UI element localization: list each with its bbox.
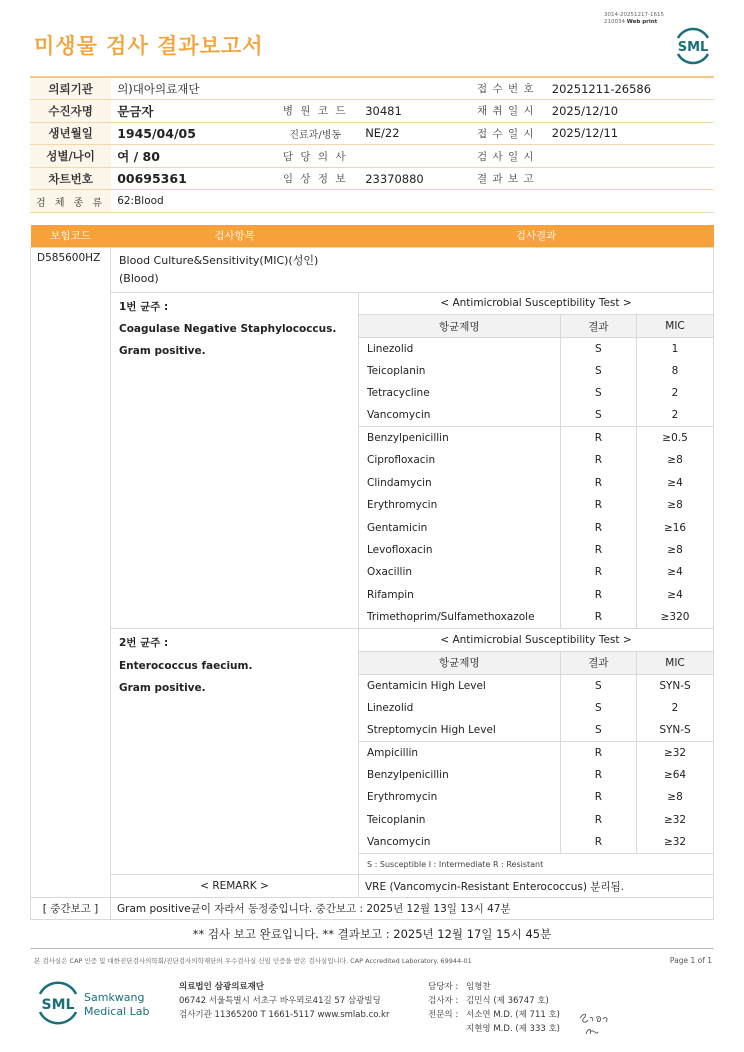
organism-1-info	[111, 292, 359, 629]
result: R	[560, 831, 636, 853]
col-result-header: 검사결과	[359, 225, 714, 247]
lab-name: 의료법인 삼광의료재단	[179, 982, 265, 992]
report-title: 미생물 검사 결과보고서	[34, 34, 264, 58]
antibiotic: Vancomycin	[367, 409, 431, 422]
patient-info-table	[30, 76, 714, 213]
ast-row	[359, 382, 713, 404]
ast-row	[359, 561, 713, 583]
ast-row	[359, 516, 713, 538]
ast-2-hdr-antibiotic: 항균제명	[359, 652, 560, 674]
specimen-value: 62:Blood	[111, 190, 714, 213]
print-id-line1: 3014-20251217-1615	[604, 12, 664, 18]
result: R	[560, 494, 636, 516]
mic: ≥4	[637, 561, 713, 583]
antibiotic: Gentamicin High Level	[367, 679, 486, 692]
mic: ≥8	[637, 539, 713, 561]
samkwang-logo-mark: SML	[41, 997, 75, 1013]
result: S	[560, 404, 636, 426]
ast-2-title: < Antimicrobial Susceptibility Test >	[359, 629, 713, 651]
requester-label: 의뢰기관	[30, 77, 111, 100]
result: S	[560, 674, 636, 696]
mic: ≥0.5	[637, 427, 713, 449]
mic: 1	[637, 337, 713, 359]
antibiotic: Tetracycline	[367, 387, 430, 400]
antibiotic: Rifampin	[367, 588, 414, 601]
organism-1-name: Coagulase Negative Staphylococcus.	[119, 322, 337, 335]
patient-label: 수진자명	[30, 100, 111, 123]
mic: ≥8	[637, 494, 713, 516]
ast-1-hdr-antibiotic: 항균제명	[359, 315, 560, 337]
antibiotic: Streptomycin High Level	[367, 723, 496, 736]
reg-no-value: 20251211-26586	[546, 77, 714, 100]
collect-date-label: 채 취 일 시	[466, 100, 546, 123]
mic: ≥32	[637, 808, 713, 830]
result: R	[560, 449, 636, 471]
result: R	[560, 539, 636, 561]
antibiotic: Linezolid	[367, 701, 414, 714]
antibiotic: Benzylpenicillin	[359, 427, 560, 449]
antibiotic: Clindamycin	[367, 476, 432, 489]
receive-date-value: 2025/12/11	[546, 122, 714, 145]
patient-value: 문금자	[111, 100, 271, 123]
result: R	[560, 808, 636, 830]
manager-role: 담당자 :	[428, 982, 459, 992]
ast-row	[359, 427, 713, 449]
tester-name: 김민식 (제 36747 호)	[466, 996, 549, 1006]
ast-row	[359, 764, 713, 786]
antibiotic: Linezolid	[367, 342, 414, 355]
samkwang-logo-name1: Samkwang	[84, 991, 145, 1004]
specialist-1: 서소연 M.D. (제 711 호)	[466, 1010, 561, 1020]
staff-info	[428, 980, 560, 1036]
antibiotic: Trimethoprim/Sulfamethoxazole	[367, 611, 535, 624]
ast-row	[359, 741, 713, 763]
chart-label: 차트번호	[30, 167, 111, 190]
dept-label: 진료과/병동	[271, 122, 359, 145]
antibiotic: Ciprofloxacin	[367, 454, 436, 467]
clinical-value: 23370880	[359, 167, 466, 190]
test-name	[111, 247, 714, 292]
result: S	[560, 719, 636, 741]
lab-address: 06742 서울특별시 서초구 바우뫼로41길 57 삼광빌딩	[179, 996, 381, 1006]
result: R	[560, 516, 636, 538]
result: R	[560, 561, 636, 583]
print-type: Web print	[626, 19, 658, 25]
antibiotic: Erythromycin	[367, 791, 438, 804]
mic: ≥8	[637, 449, 713, 471]
antibiotic: Teicoplanin	[367, 813, 426, 826]
specialist-2: 지현영 M.D. (제 333 호)	[466, 1024, 561, 1034]
organism-2-ast	[359, 629, 714, 875]
result: R	[560, 786, 636, 808]
report-value	[546, 167, 714, 190]
print-id	[604, 12, 664, 26]
requester-value: 의)대아의료재단	[111, 77, 466, 100]
test-name-line2: (Blood)	[119, 271, 159, 285]
mic: SYN-S	[637, 674, 713, 696]
receive-date-label: 접 수 일 시	[466, 122, 546, 145]
page-number: Page 1 of 1	[669, 956, 712, 965]
ast-1-hdr-mic: MIC	[637, 315, 713, 337]
mic: ≥64	[637, 764, 713, 786]
mic: ≥16	[637, 516, 713, 538]
ast-table-1	[359, 293, 713, 629]
clinical-label: 임 상 정 보	[271, 167, 359, 190]
reg-no-label: 접 수 번 호	[466, 77, 546, 100]
ast-row	[359, 808, 713, 830]
mic: ≥320	[637, 606, 713, 628]
result: S	[560, 382, 636, 404]
footer-divider	[30, 948, 714, 949]
result: S	[560, 360, 636, 382]
antibiotic: Vancomycin	[367, 835, 431, 848]
result: R	[560, 606, 636, 628]
ast-1-hdr-result: 결과	[560, 315, 636, 337]
result: R	[560, 741, 636, 763]
ast-row	[359, 831, 713, 853]
samkwang-logo	[36, 980, 166, 1026]
antibiotic: Benzylpenicillin	[367, 768, 449, 781]
results-table	[30, 225, 714, 920]
doctor-value	[359, 145, 466, 168]
manager-name: 임형찬	[466, 982, 491, 992]
birth-label: 생년월일	[30, 122, 111, 145]
organism-2-info	[111, 629, 359, 875]
mic: ≥32	[637, 831, 713, 853]
organism-2-name: Enterococcus faecium.	[119, 659, 253, 672]
mic: 2	[637, 382, 713, 404]
antibiotic: Gentamicin	[367, 521, 428, 534]
result: R	[560, 764, 636, 786]
mic: 8	[637, 360, 713, 382]
mic: SYN-S	[637, 719, 713, 741]
ast-row	[359, 404, 713, 426]
ast-row	[359, 494, 713, 516]
ast-2-hdr-result: 결과	[560, 652, 636, 674]
mic: ≥32	[637, 741, 713, 763]
result: R	[560, 472, 636, 494]
sml-logo	[672, 24, 714, 66]
tester-role: 검사자 :	[428, 996, 459, 1006]
specimen-label: 검 체 종 류	[30, 190, 111, 213]
organism-1-ast	[359, 292, 714, 629]
ast-1-title: < Antimicrobial Susceptibility Test >	[359, 293, 713, 315]
ast-row	[359, 697, 713, 719]
antibiotic: Teicoplanin	[367, 364, 426, 377]
samkwang-logo-name2: Medical Lab	[84, 1005, 150, 1018]
result: R	[560, 427, 636, 449]
sml-logo-text: SML	[677, 40, 709, 55]
report-label: 결 과 보 고	[466, 167, 546, 190]
organism-2-label: 2번 균주 :	[119, 637, 169, 650]
hosp-code-label: 병 원 코 드	[271, 100, 359, 123]
remark-label: < REMARK >	[111, 875, 359, 898]
mic: 2	[637, 697, 713, 719]
print-id-line2: 210034	[604, 19, 625, 25]
ast-row	[359, 360, 713, 382]
collect-date-value: 2025/12/10	[546, 100, 714, 123]
test-date-value	[546, 145, 714, 168]
antibiotic: Ampicillin	[359, 741, 560, 763]
ast-2-hdr-mic: MIC	[637, 652, 713, 674]
organism-1-label: 1번 균주 :	[119, 300, 169, 313]
antibiotic: Oxacillin	[367, 566, 413, 579]
result: S	[560, 337, 636, 359]
remark-text: VRE (Vancomycin-Resistant Enterococcus) 분리됨.	[359, 875, 714, 898]
signature-image	[576, 1008, 612, 1040]
doctor-label: 담 당 의 사	[271, 145, 359, 168]
ast-row	[359, 584, 713, 606]
col-code-header: 보험코드	[31, 225, 111, 247]
result: S	[560, 697, 636, 719]
insurance-code: D585600HZ	[31, 247, 111, 897]
interim-text: Gram positive균이 자라서 동정중입니다. 중간보고 : 2025년 12월 13일 13시 47분	[111, 897, 714, 920]
antibiotic: Levofloxacin	[367, 543, 433, 556]
final-report-text: ** 검사 보고 완료입니다. ** 결과보고 : 2025년 12월 17일 15시 45분	[192, 927, 552, 941]
ast-row	[359, 606, 713, 628]
interim-label: [ 중간보고 ]	[31, 897, 111, 920]
chart-value: 00695361	[111, 167, 271, 190]
col-item-header: 검사항목	[111, 225, 359, 247]
sex-age-value: 여 / 80	[111, 145, 271, 168]
ast-legend: S : Susceptible I : Intermediate R : Resistant	[359, 853, 713, 874]
ast-row	[359, 786, 713, 808]
ast-row	[359, 539, 713, 561]
hosp-code-value: 30481	[359, 100, 466, 123]
lab-info	[179, 980, 389, 1022]
ast-table-2	[359, 629, 713, 874]
ast-row	[359, 472, 713, 494]
organism-2-gram: Gram positive.	[119, 682, 206, 695]
sex-age-label: 성별/나이	[30, 145, 111, 168]
cap-notice: 본 검사실은 CAP 인증 및 대한진단검사의학회/진단검사의학재단의 우수검사실 신임 인증을 받은 검사실입니다. CAP Accredited Laboratory. 69944-01	[34, 957, 472, 965]
mic: 2	[637, 404, 713, 426]
birth-value: 1945/04/05	[111, 122, 271, 145]
ast-row	[359, 674, 713, 696]
test-date-label: 검 사 일 시	[466, 145, 546, 168]
ast-row	[359, 719, 713, 741]
mic: ≥8	[637, 786, 713, 808]
result: R	[560, 584, 636, 606]
antibiotic: Erythromycin	[367, 499, 438, 512]
organism-1-gram: Gram positive.	[119, 345, 206, 358]
ast-row	[359, 449, 713, 471]
ast-row	[359, 337, 713, 359]
mic: ≥4	[637, 472, 713, 494]
lab-contact: 검사기관 11365200 T 1661-5117 www.smlab.co.kr	[179, 1010, 390, 1020]
test-name-line1: Blood Culture&Sensitivity(MIC)(성인)	[119, 253, 319, 267]
specialist-role: 전문의 :	[428, 1010, 459, 1020]
mic: ≥4	[637, 584, 713, 606]
dept-value: NE/22	[359, 122, 466, 145]
